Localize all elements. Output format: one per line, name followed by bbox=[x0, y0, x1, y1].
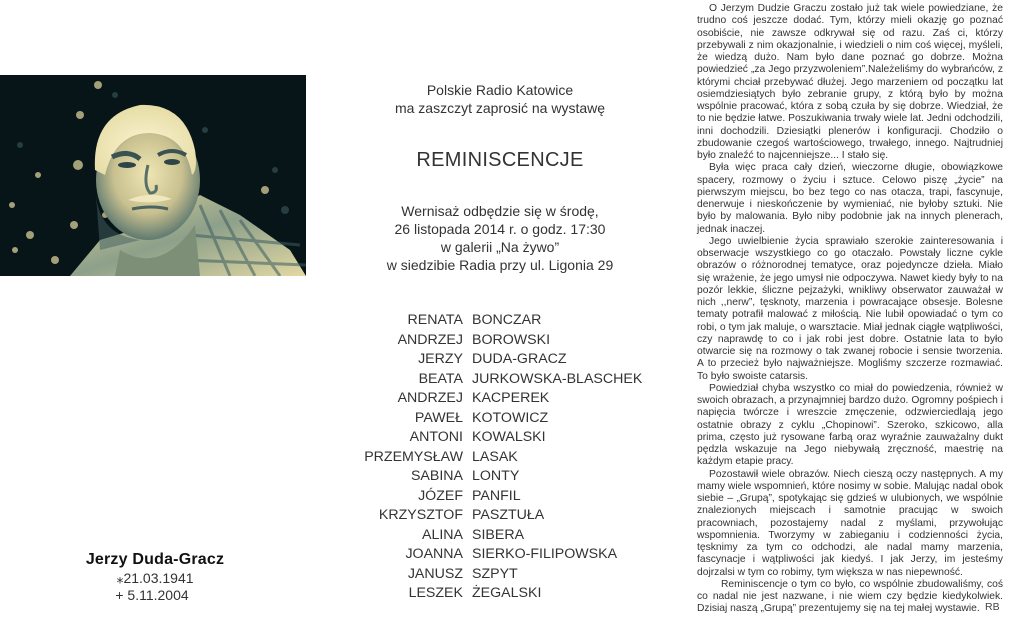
artist-first-name: JÓZEF bbox=[418, 487, 463, 504]
artist-row bbox=[340, 526, 670, 546]
invitation-intro bbox=[340, 81, 660, 117]
artist-last-name: SZPYT bbox=[472, 565, 518, 582]
artist-row bbox=[340, 311, 670, 331]
artist-first-name: KRZYSZTOF bbox=[378, 507, 463, 523]
essay-text bbox=[697, 3, 1003, 616]
artist-last-name: SIBERA bbox=[472, 526, 525, 543]
artist-last-name: BOROWSKI bbox=[472, 331, 551, 348]
artist-first-name: SABINA bbox=[410, 468, 463, 484]
birth-date: ⁎21.03.1941 bbox=[116, 570, 194, 586]
essay-paragraph: Była więc praca cały dzień, wieczorne długie, obowiązkowe spacery, rozmowy o życiu i sztuce. Celowo piszę „życie” na pierwszym miejscu, bo bez tego co nas otacza, trapi, fascynuje, denerwuje i nieskończenie by wymieniać, nie byłoby sztuki. Nie było by malowania. Było niby podobnie jak na innych plenerach, jednak inaczej. bbox=[697, 162, 1003, 235]
artist-row bbox=[340, 428, 670, 448]
artist-last-name: SIERKO-FILIPOWSKA bbox=[472, 546, 618, 562]
artist-row bbox=[340, 545, 670, 565]
artist-first-name: JOANNA bbox=[405, 546, 463, 562]
artist-first-name: ANDRZEJ bbox=[397, 390, 463, 406]
artist-first-name: BEATA bbox=[418, 370, 463, 387]
artist-first-name: LESZEK bbox=[408, 585, 463, 601]
artist-row bbox=[340, 409, 670, 429]
artist-list bbox=[340, 311, 670, 604]
exhibition-title: REMINISCENCJE bbox=[416, 149, 584, 171]
artist-last-name: BONCZAR bbox=[472, 312, 542, 328]
artist-last-name: PASZTUŁA bbox=[472, 507, 545, 523]
artist-first-name: RENATA bbox=[407, 312, 463, 328]
portrait-name: Jerzy Duda-Gracz bbox=[85, 551, 225, 568]
artist-last-name: PANFIL bbox=[472, 487, 521, 504]
event-details bbox=[340, 202, 660, 274]
invite-line: ma zaszczyt zaprosić na wystawę bbox=[394, 100, 606, 116]
artist-last-name: LONTY bbox=[472, 468, 520, 484]
essay-paragraph: Reminiscencje o tym co było, co wspólnie zbudowaliśmy, coś co nadal nie jest nazwane, i nie wiem czy będzie kiedykolwiek. Dzisiaj naszą „Grupą” prezentujemy się na tej małej wystawie. bbox=[697, 578, 1003, 615]
event-time-line: 26 listopada 2014 r. o godz. 17:30 bbox=[394, 221, 606, 237]
artist-first-name: JERZY bbox=[418, 351, 463, 367]
organizer-line: Polskie Radio Katowice bbox=[426, 82, 574, 98]
artist-caption bbox=[60, 551, 250, 604]
artist-row bbox=[340, 584, 670, 604]
essay-signature: RB bbox=[985, 601, 1000, 613]
artist-row bbox=[340, 331, 670, 351]
event-gallery-line: w galerii „Na żywo” bbox=[440, 239, 560, 255]
artist-first-name: PRZEMYSŁAW bbox=[364, 448, 463, 465]
artist-row bbox=[340, 506, 670, 526]
artist-first-name: JANUSZ bbox=[407, 565, 463, 582]
event-address-line: w siedzibie Radia przy ul. Ligonia 29 bbox=[386, 257, 614, 273]
essay-paragraph: Pozostawił wiele obrazów. Niech cieszą oczy następnych. A my mamy wiele wspomnień, które nosimy w sobie. Malując nadal obok siebie – „Grupą”, spotykając się gdzieś w ulubionych, we wspólnie znalezionych miejscach i samotnie pracując w swoich pracowniach, pozostajemy nadal z myślami, przywołując wspomnienia. Tworzymy w zabieganiu i codzienności życia, tęsknimy za tym co odchodzi, ale nadal mamy marzenia, fascynacje i wątpliwości jak kiedyś. I jak Jerzy, im jesteśmy dojrzalsi w tym co robimy, tym większa w nas niepewność. bbox=[697, 468, 1003, 578]
artist-row bbox=[340, 467, 670, 487]
death-date: + 5.11.2004 bbox=[115, 587, 189, 603]
artist-first-name: ANTONI bbox=[409, 429, 463, 445]
artist-row bbox=[340, 370, 670, 390]
essay-paragraph: Jego uwielbienie życia sprawiało szerokie zainteresowania i obserwacje wszystkiego co go otaczało. Powstały liczne cykle obrazów o różnorodnej tematyce, oraz pojedyncze dzieła. Miało się wrażenie, że jego umysł nie odpoczywa. Nawet kiedy były to na pozór lekkie, śliczne pejzażyki, wnikliwy obserwator zauważał w nich ,,nerw”, tęsknoty, marzenia i powracające obsesje. Bolesne tematy potrafił malować z miłością. Nie lubił opowiadać o tym co robi, o tym jak maluje, o warsztacie. Miał jednak ciągłe wątpliwości, czy naprawdę to co i jak robi jest dobre. Ostatnie lata to było otwarcie się na rozmowy o tak zwanej robocie i sensie tworzenia. A to przecież było najważniejsze. Mogliśmy szczerze rozmawiać. To było swoiste catarsis. bbox=[697, 235, 1003, 382]
artist-row bbox=[340, 389, 670, 409]
artist-last-name: KACPEREK bbox=[472, 390, 550, 406]
artist-first-name: ALINA bbox=[421, 526, 463, 543]
artist-last-name: KOTOWICZ bbox=[472, 409, 549, 426]
artist-row bbox=[340, 448, 670, 468]
essay-paragraph: O Jerzym Dudzie Graczu zostało już tak wiele powiedziane, że trudno coś jeszcze dodać. Tym, którzy mieli okazję go poznać osobiście, nie zawsze odkrywał się od razu. Zaś ci, którzy przebywali z nim okazjonalnie, i wiedzieli o nim coś więcej, myśleli, że wiedzą dużo. Nam było dane poznać go dobrze. Można powiedzieć „za Jego przyzwoleniem”.Należeliśmy do wybrańców, z którymi chciał przebywać dłużej. Jego marzeniem od początku lat osiemdziesiątych było zebranie grupy, z którą było by można wspólnie pracować, która z sobą czuła by się dobrze. Wiedział, że to nie będzie łatwe. Poszukiwania trwały wiele lat. Jedni odchodzili, inni dochodzili. Dziesiątki plenerów i konfiguracji. Chodziło o zbudowanie czegoś wartościowego, trwałego, innego. Najtrudniej było znaleźć to najcenniejsze... I stało się. bbox=[697, 3, 1003, 161]
artist-row bbox=[340, 350, 670, 370]
artist-last-name: KOWALSKI bbox=[472, 429, 546, 445]
artist-first-name: ANDRZEJ bbox=[397, 331, 463, 348]
portrait-photo bbox=[0, 75, 306, 276]
portrait-image bbox=[0, 75, 306, 276]
artist-last-name: LASAK bbox=[472, 448, 518, 465]
artist-last-name: DUDA-GRACZ bbox=[472, 351, 567, 367]
essay-paragraph: Powiedział chyba wszystko co miał do powiedzenia, również w swoich obrazach, a przynajmniej bardzo dużo. Ogromny pośpiech i napięcia twórcze i wreszcie zmęczenie, odzwierciedlają jego ostatnie obrazy z cyklu „Chopinowi”. Szeroko, szkicowo, alla prima, często już rysowane farbą oraz wyraźnie zauważalny dukt pędzla wskazuje na Jego niebywałą zręczność, maestrię na każdym etapie pracy. bbox=[697, 382, 1003, 468]
artist-first-name: PAWEŁ bbox=[414, 409, 463, 426]
artist-last-name: ŻEGALSKI bbox=[472, 585, 542, 601]
event-date-line: Wernisaż odbędzie się w środę, bbox=[401, 203, 599, 219]
artist-row bbox=[340, 487, 670, 507]
artist-row bbox=[340, 565, 670, 585]
artist-last-name: JURKOWSKA-BLASCHEK bbox=[472, 370, 643, 387]
